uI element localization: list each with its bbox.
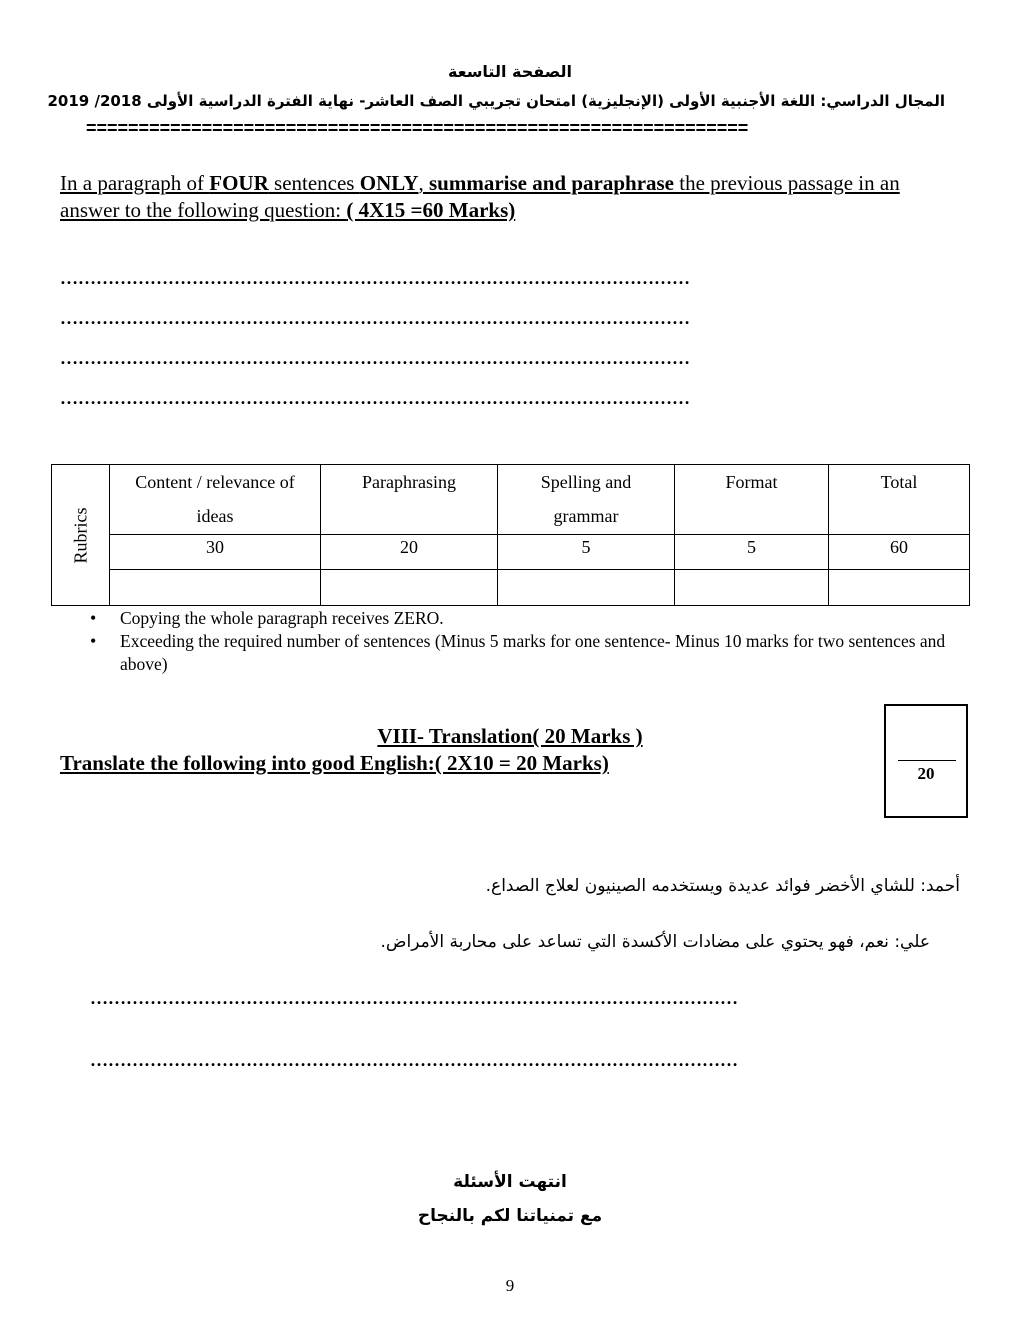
- rubric-mark-paraphrasing[interactable]: [321, 570, 498, 606]
- rubric-score-spelling: 5: [498, 535, 675, 570]
- closing-end-of-questions: انتهت الأسئلة: [453, 1172, 567, 1192]
- score-line: [898, 760, 956, 761]
- rubric-header-total: Total: [829, 465, 970, 535]
- instruction-marks: ( 4X15 =60 Marks): [346, 198, 516, 222]
- rubric-header-content-text: Content / relevance of ideas: [135, 472, 295, 526]
- summary-answer-line-1[interactable]: ……………………………………………………………………………………………: [60, 268, 690, 288]
- rubrics-label-cell: [52, 465, 110, 606]
- instruction-bold-only: ONLY: [359, 171, 419, 195]
- rubric-header-spelling-text: Spelling and grammar: [540, 472, 632, 526]
- subject-line: المجال الدراسي: اللغة الأجنبية الأولى (الإنجليزية) امتحان تجريبي الصف العاشر- نهاية الفترة الدراسية الأولى 2018/ 2019: [47, 92, 945, 110]
- rubric-header-content: [110, 465, 321, 535]
- summary-instructions: [60, 170, 950, 224]
- summary-answer-line-3[interactable]: ……………………………………………………………………………………………: [60, 348, 690, 368]
- note-item: • Exceeding the required number of sentences (Minus 5 marks for one sentence- Minus 10 marks for two sentences and above): [90, 630, 970, 676]
- rubric-header-paraphrasing: Paraphrasing: [321, 465, 498, 535]
- rubric-mark-format[interactable]: [675, 570, 829, 606]
- rubric-mark-content[interactable]: [110, 570, 321, 606]
- page-title: الصفحة التاسعة: [447, 62, 573, 81]
- rubrics-label: Rubrics: [70, 507, 90, 563]
- instruction-text: ,: [418, 171, 429, 195]
- arabic-sentence-1: أحمد: للشاي الأخضر فوائد عديدة ويستخدمه الصينيون لعلاج الصداع.: [485, 876, 960, 896]
- rubrics-table: [51, 464, 970, 606]
- rubric-score-paraphrasing: 20: [321, 535, 498, 570]
- score-total: 20: [917, 764, 935, 783]
- translation-answer-line-2[interactable]: ………………………………………………………………………………………………: [90, 1050, 738, 1070]
- summary-answer-line-2[interactable]: ……………………………………………………………………………………………: [60, 308, 690, 328]
- header-separator: ===============================================================: [86, 118, 749, 138]
- page-number: 9: [505, 1276, 515, 1295]
- note-item: • Copying the whole paragraph receives ZERO.: [90, 607, 970, 630]
- summary-answer-line-4[interactable]: ……………………………………………………………………………………………: [60, 388, 690, 408]
- rubric-mark-spelling[interactable]: [498, 570, 675, 606]
- score-box: [884, 704, 968, 818]
- translation-answer-line-1[interactable]: ………………………………………………………………………………………………: [90, 988, 738, 1008]
- instruction-text: the previous passage in an answer to the following question:: [60, 171, 900, 222]
- instruction-text: sentences: [268, 171, 360, 195]
- rubric-score-format: 5: [675, 535, 829, 570]
- instruction-text: In a paragraph of: [60, 171, 210, 195]
- instruction-bold-summarise: summarise and paraphrase: [428, 171, 675, 195]
- closing-good-luck: مع تمنياتنا لكم بالنجاح: [417, 1206, 603, 1226]
- instruction-bold-four: FOUR: [209, 171, 269, 195]
- translation-section-title: VIII- Translation( 20 Marks ): [377, 724, 643, 748]
- arabic-sentence-2: علي: نعم، فهو يحتوي على مضادات الأكسدة التي تساعد على محاربة الأمراض.: [380, 932, 930, 952]
- rubric-mark-total[interactable]: [829, 570, 970, 606]
- rubric-score-content: 30: [110, 535, 321, 570]
- translation-instruction: Translate the following into good English:( 2X10 = 20 Marks): [60, 751, 609, 775]
- rubric-score-total: 60: [829, 535, 970, 570]
- rubric-header-format: Format: [675, 465, 829, 535]
- notes-list: [90, 607, 970, 676]
- rubric-header-spelling: [498, 465, 675, 535]
